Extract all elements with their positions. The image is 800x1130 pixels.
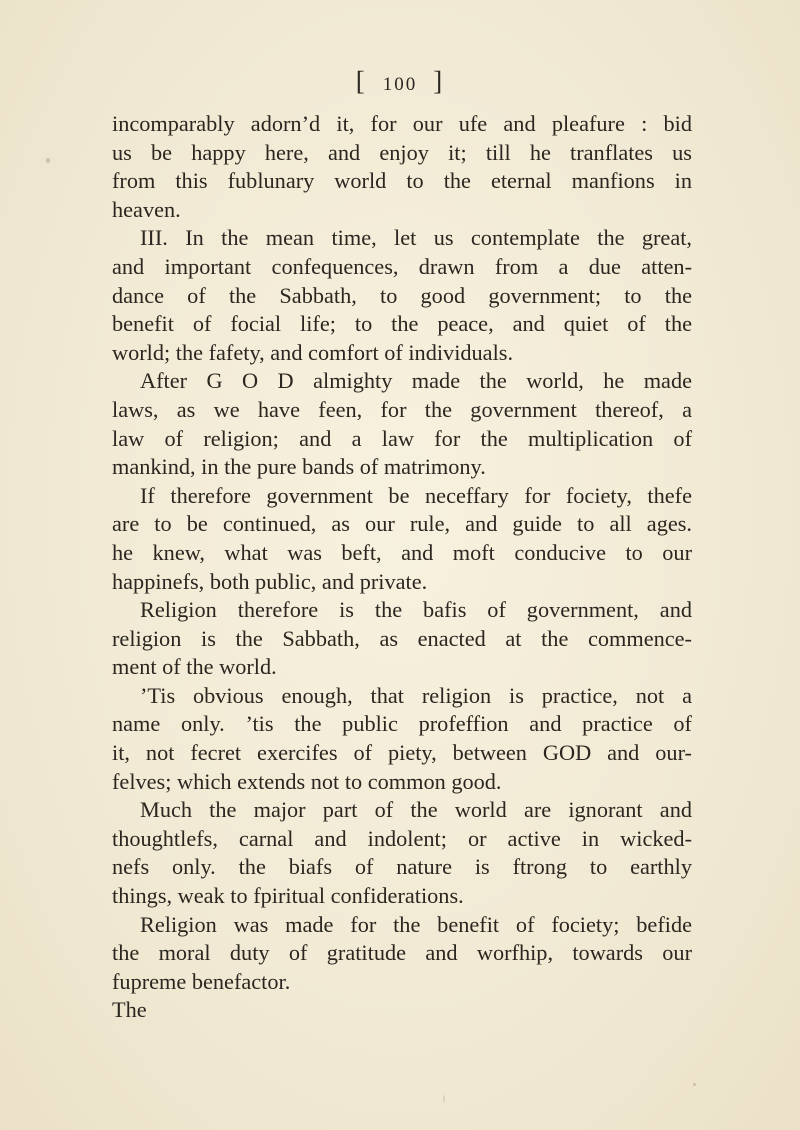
text-line: things, weak to fpiritual confiderations. (112, 883, 464, 909)
text-line: the moral duty of gratitude and worfhip, towards our (112, 940, 692, 966)
text-line: ’Tis obvious enough, that religion is practice, not a (140, 682, 692, 708)
text-line: law of religion; and a law for the multiplication of (112, 425, 692, 451)
text-line: heaven. (112, 196, 181, 222)
text-line: If therefore government be neceffary for fociety, thefe (140, 482, 692, 508)
text-line: us be happy here, and enjoy it; till he tranflates us (112, 139, 692, 165)
page-header (0, 66, 800, 97)
text-line: laws, as we have feen, for the government thereof, a (112, 396, 692, 422)
text-line: happinefs, both public, and private. (112, 568, 428, 594)
page-body-text (112, 110, 692, 1025)
text-line: nefs only. the biafs of nature is ftrong to earthly (112, 854, 692, 880)
text-line: thoughtlefs, carnal and indolent; or active in wicked- (112, 825, 692, 851)
bracket-close: ] (433, 66, 445, 96)
text-line: mankind, in the pure bands of matrimony. (112, 454, 486, 480)
text-line: and important confequences, drawn from a due atten- (112, 253, 692, 279)
text-line: After G O D almighty made the world, he made (140, 368, 692, 394)
text-line: Much the major part of the world are ignorant and (140, 797, 692, 823)
text-line: world; the fafety, and comfort of individuals. (112, 339, 514, 365)
text-line: name only. ’tis the public profeffion and practice of (112, 711, 692, 737)
text-line: felves; which extends not to common good. (112, 768, 502, 794)
catchword: The (112, 997, 147, 1023)
text-line: dance of the Sabbath, to good government; to the (112, 282, 692, 308)
paper-speck (443, 1095, 445, 1103)
text-line: incomparably adorn’d it, for our ufe and pleafure : bid (112, 111, 692, 136)
paper-speck (693, 1083, 696, 1086)
text-line: ment of the world. (112, 654, 277, 680)
text-line: fupreme benefactor. (112, 968, 291, 994)
text-line: it, not fecret exercifes of piety, between GOD and our- (112, 740, 692, 766)
text-line: III. In the mean time, let us contemplate the great, (140, 225, 692, 251)
paper-speck (46, 158, 50, 163)
text-line: he knew, what was beft, and moft conducive to our (112, 539, 692, 565)
text-line: religion is the Sabbath, as enacted at the commence- (112, 625, 692, 651)
page-number: 100 (382, 74, 418, 95)
text-line: benefit of focial life; to the peace, and quiet of the (112, 311, 692, 337)
text-line: are to be continued, as our rule, and guide to all ages. (112, 511, 692, 537)
bracket-open: [ (355, 66, 367, 96)
text-line: Religion was made for the benefit of fociety; befide (140, 911, 692, 937)
text-line: from this fublunary world to the eternal manfions in (112, 168, 692, 194)
text-line: Religion therefore is the bafis of government, and (140, 597, 692, 623)
